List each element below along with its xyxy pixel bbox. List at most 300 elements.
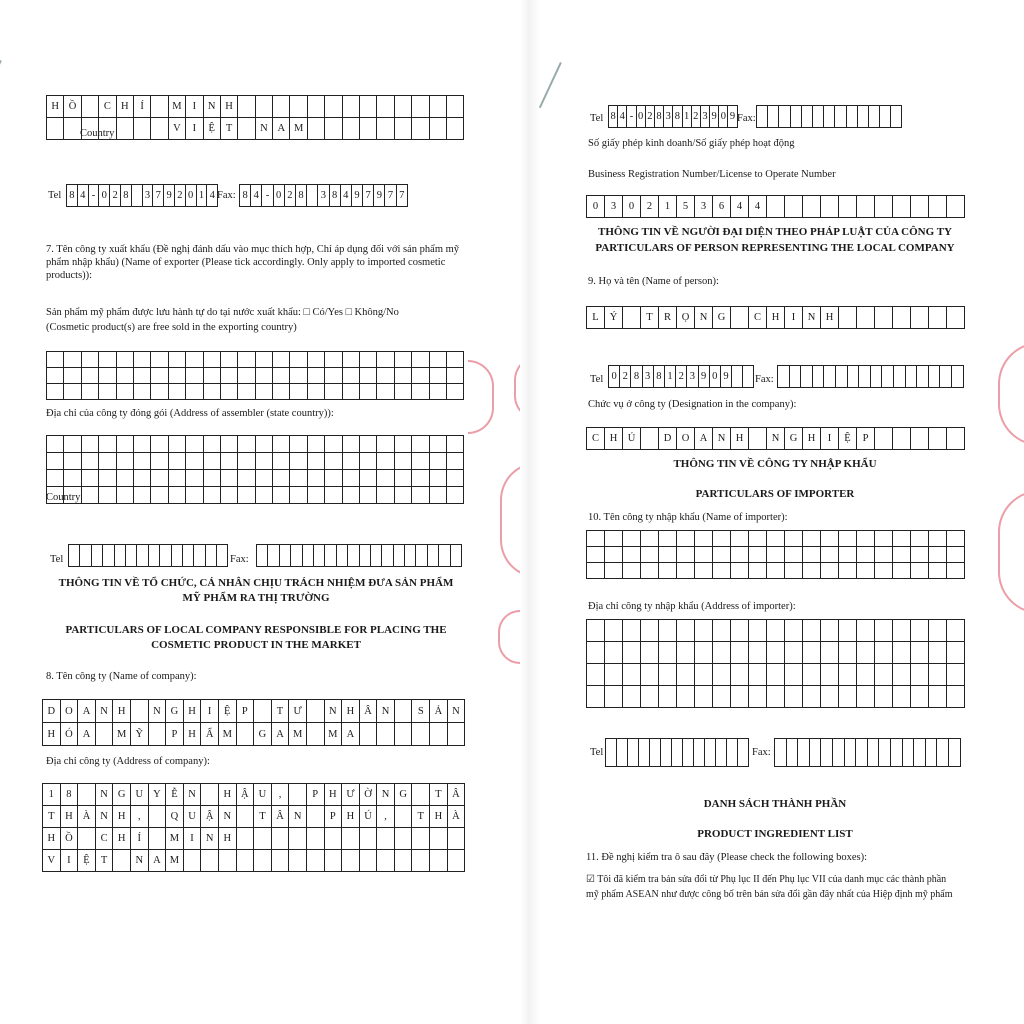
char-box[interactable] — [857, 686, 875, 708]
char-box[interactable] — [628, 739, 639, 767]
char-box[interactable] — [82, 96, 99, 118]
char-box[interactable] — [803, 531, 821, 547]
char-box[interactable] — [151, 352, 168, 368]
char-box[interactable] — [169, 352, 186, 368]
char-box[interactable] — [325, 487, 342, 504]
char-box[interactable] — [280, 545, 291, 567]
char-box[interactable] — [289, 850, 307, 872]
char-box[interactable] — [337, 545, 348, 567]
char-box[interactable]: D — [659, 428, 677, 450]
char-box[interactable]: N — [184, 784, 202, 806]
char-box[interactable] — [821, 664, 839, 686]
char-box[interactable]: 2 — [692, 106, 701, 128]
char-box[interactable]: T — [254, 806, 272, 828]
char-box[interactable] — [377, 828, 395, 850]
char-box[interactable]: 3 — [318, 185, 329, 207]
char-box[interactable] — [929, 563, 947, 579]
char-box[interactable] — [348, 545, 359, 567]
char-box[interactable] — [169, 487, 186, 504]
char-box[interactable] — [447, 118, 464, 140]
char-box[interactable] — [186, 470, 203, 487]
char-box[interactable] — [929, 642, 947, 664]
char-box[interactable] — [623, 642, 641, 664]
char-box[interactable]: Ệ — [839, 428, 857, 450]
char-box[interactable] — [395, 700, 413, 723]
char-box[interactable]: 3 — [605, 196, 623, 218]
char-box[interactable] — [132, 185, 143, 207]
char-box[interactable] — [947, 563, 965, 579]
char-box[interactable]: 8 — [609, 106, 618, 128]
char-box[interactable] — [839, 196, 857, 218]
char-box[interactable] — [117, 436, 134, 453]
char-box[interactable] — [238, 436, 255, 453]
char-box[interactable]: N — [448, 700, 466, 723]
char-box[interactable] — [117, 118, 134, 140]
char-box[interactable]: I — [61, 850, 79, 872]
char-box[interactable] — [430, 453, 447, 470]
char-box[interactable]: V — [169, 118, 186, 140]
char-box[interactable] — [325, 470, 342, 487]
char-box[interactable]: A — [78, 723, 96, 746]
char-box[interactable] — [713, 686, 731, 708]
r-fax3-grid[interactable] — [774, 738, 961, 767]
char-box[interactable] — [412, 487, 429, 504]
char-box[interactable] — [605, 620, 623, 642]
char-box[interactable]: H — [47, 96, 64, 118]
char-box[interactable] — [256, 436, 273, 453]
char-box[interactable]: H — [821, 307, 839, 329]
char-box[interactable] — [731, 620, 749, 642]
char-box[interactable] — [290, 384, 307, 400]
char-box[interactable] — [290, 96, 307, 118]
char-box[interactable] — [875, 563, 893, 579]
assembler-grid[interactable] — [46, 435, 464, 504]
char-box[interactable] — [273, 96, 290, 118]
char-box[interactable]: 3 — [143, 185, 154, 207]
char-box[interactable] — [947, 642, 965, 664]
char-box[interactable] — [947, 686, 965, 708]
char-box[interactable]: 4 — [207, 185, 218, 207]
char-box[interactable]: I — [186, 118, 203, 140]
char-box[interactable] — [430, 436, 447, 453]
char-box[interactable] — [893, 531, 911, 547]
char-box[interactable] — [325, 352, 342, 368]
char-box[interactable]: 9 — [164, 185, 175, 207]
tel2-grid[interactable] — [68, 544, 228, 567]
importer-address-grid[interactable] — [586, 619, 965, 708]
char-box[interactable] — [204, 436, 221, 453]
char-box[interactable]: 2 — [285, 185, 296, 207]
char-box[interactable] — [845, 739, 857, 767]
char-box[interactable] — [238, 352, 255, 368]
char-box[interactable] — [875, 686, 893, 708]
char-box[interactable]: H — [113, 828, 131, 850]
char-box[interactable] — [929, 664, 947, 686]
char-box[interactable] — [917, 366, 929, 388]
char-box[interactable] — [82, 453, 99, 470]
char-box[interactable] — [875, 307, 893, 329]
char-box[interactable] — [791, 106, 802, 128]
char-box[interactable]: 7 — [385, 185, 396, 207]
char-box[interactable] — [911, 563, 929, 579]
char-box[interactable] — [857, 563, 875, 579]
char-box[interactable] — [151, 96, 168, 118]
char-box[interactable] — [785, 620, 803, 642]
char-box[interactable] — [221, 352, 238, 368]
char-box[interactable]: H — [117, 96, 134, 118]
char-box[interactable] — [343, 368, 360, 384]
char-box[interactable]: , — [377, 806, 395, 828]
char-box[interactable]: 0 — [186, 185, 197, 207]
char-box[interactable] — [377, 352, 394, 368]
r-fax-grid[interactable] — [756, 105, 902, 128]
char-box[interactable] — [659, 642, 677, 664]
char-box[interactable] — [659, 531, 677, 547]
char-box[interactable] — [785, 664, 803, 686]
char-box[interactable] — [857, 664, 875, 686]
char-box[interactable] — [412, 723, 430, 746]
char-box[interactable]: D — [43, 700, 61, 723]
char-box[interactable] — [254, 850, 272, 872]
char-box[interactable] — [929, 366, 941, 388]
char-box[interactable] — [412, 352, 429, 368]
char-box[interactable] — [937, 739, 949, 767]
char-box[interactable] — [775, 739, 787, 767]
char-box[interactable] — [184, 850, 202, 872]
char-box[interactable] — [307, 700, 325, 723]
char-box[interactable] — [325, 368, 342, 384]
char-box[interactable] — [447, 487, 464, 504]
char-box[interactable]: 0 — [719, 106, 728, 128]
char-box[interactable] — [204, 470, 221, 487]
char-box[interactable] — [911, 428, 929, 450]
char-box[interactable] — [221, 368, 238, 384]
char-box[interactable] — [803, 196, 821, 218]
char-box[interactable] — [911, 620, 929, 642]
char-box[interactable]: - — [262, 185, 273, 207]
char-box[interactable]: Ờ — [360, 784, 378, 806]
char-box[interactable] — [360, 545, 371, 567]
char-box[interactable] — [447, 96, 464, 118]
char-box[interactable] — [893, 642, 911, 664]
char-box[interactable] — [911, 642, 929, 664]
char-box[interactable] — [343, 436, 360, 453]
char-box[interactable]: 3 — [643, 366, 654, 388]
char-box[interactable]: H — [803, 428, 821, 450]
char-box[interactable] — [767, 547, 785, 563]
char-box[interactable]: Ệ — [204, 118, 221, 140]
char-box[interactable] — [117, 368, 134, 384]
char-box[interactable] — [749, 547, 767, 563]
exporter-grid[interactable] — [46, 351, 464, 400]
char-box[interactable] — [813, 366, 825, 388]
char-box[interactable] — [833, 739, 845, 767]
char-box[interactable]: A — [342, 723, 360, 746]
char-box[interactable] — [47, 118, 64, 140]
char-box[interactable]: A — [695, 428, 713, 450]
char-box[interactable] — [308, 436, 325, 453]
char-box[interactable] — [172, 545, 183, 567]
char-box[interactable] — [757, 106, 768, 128]
char-box[interactable] — [623, 563, 641, 579]
char-box[interactable] — [78, 828, 96, 850]
char-box[interactable] — [767, 686, 785, 708]
char-box[interactable] — [395, 806, 413, 828]
char-box[interactable] — [268, 545, 279, 567]
char-box[interactable] — [325, 118, 342, 140]
char-box[interactable] — [859, 366, 871, 388]
char-box[interactable] — [325, 96, 342, 118]
char-box[interactable] — [308, 384, 325, 400]
char-box[interactable]: 1 — [665, 366, 676, 388]
char-box[interactable]: U — [131, 784, 149, 806]
char-box[interactable]: G — [713, 307, 731, 329]
char-box[interactable] — [695, 563, 713, 579]
char-box[interactable] — [256, 384, 273, 400]
char-box[interactable]: 7 — [397, 185, 408, 207]
char-box[interactable]: 8 — [296, 185, 307, 207]
char-box[interactable] — [99, 436, 116, 453]
char-box[interactable] — [623, 547, 641, 563]
char-box[interactable] — [430, 384, 447, 400]
char-box[interactable] — [810, 739, 822, 767]
char-box[interactable] — [857, 531, 875, 547]
char-box[interactable] — [151, 453, 168, 470]
char-box[interactable] — [221, 384, 238, 400]
char-box[interactable] — [78, 784, 96, 806]
char-box[interactable] — [641, 531, 659, 547]
char-box[interactable] — [64, 436, 81, 453]
char-box[interactable]: 6 — [713, 196, 731, 218]
char-box[interactable] — [659, 547, 677, 563]
char-box[interactable]: N — [289, 806, 307, 828]
char-box[interactable]: T — [641, 307, 659, 329]
char-box[interactable] — [893, 620, 911, 642]
char-box[interactable] — [395, 384, 412, 400]
char-box[interactable]: U — [254, 784, 272, 806]
char-box[interactable] — [134, 368, 151, 384]
char-box[interactable] — [82, 352, 99, 368]
char-box[interactable]: , — [131, 806, 149, 828]
char-box[interactable] — [879, 739, 891, 767]
char-box[interactable] — [160, 545, 171, 567]
char-box[interactable]: N — [131, 850, 149, 872]
char-box[interactable] — [929, 620, 947, 642]
char-box[interactable] — [64, 384, 81, 400]
char-box[interactable] — [151, 118, 168, 140]
char-box[interactable]: Ễ — [166, 784, 184, 806]
char-box[interactable] — [360, 828, 378, 850]
char-box[interactable] — [430, 118, 447, 140]
char-box[interactable] — [221, 470, 238, 487]
char-box[interactable] — [949, 739, 961, 767]
char-box[interactable] — [839, 664, 857, 686]
char-box[interactable] — [183, 545, 194, 567]
char-box[interactable] — [395, 453, 412, 470]
char-box[interactable]: N — [803, 307, 821, 329]
char-box[interactable]: N — [96, 784, 114, 806]
char-box[interactable] — [639, 739, 650, 767]
char-box[interactable] — [858, 106, 869, 128]
char-box[interactable] — [343, 453, 360, 470]
char-box[interactable]: Ả — [430, 700, 448, 723]
char-box[interactable]: 2 — [641, 196, 659, 218]
char-box[interactable]: H — [219, 784, 237, 806]
char-box[interactable]: 2 — [646, 106, 655, 128]
char-box[interactable]: A — [273, 118, 290, 140]
char-box[interactable]: 8 — [654, 366, 665, 388]
char-box[interactable] — [731, 686, 749, 708]
char-box[interactable] — [307, 806, 325, 828]
char-box[interactable]: M — [219, 723, 237, 746]
char-box[interactable] — [587, 563, 605, 579]
char-box[interactable] — [99, 352, 116, 368]
char-box[interactable] — [201, 850, 219, 872]
char-box[interactable]: M — [325, 723, 343, 746]
char-box[interactable] — [377, 384, 394, 400]
char-box[interactable] — [103, 545, 114, 567]
char-box[interactable] — [308, 487, 325, 504]
char-box[interactable]: Ồ — [61, 828, 79, 850]
char-box[interactable]: L — [587, 307, 605, 329]
char-box[interactable] — [738, 739, 749, 767]
char-box[interactable] — [821, 686, 839, 708]
char-box[interactable] — [857, 642, 875, 664]
char-box[interactable] — [839, 307, 857, 329]
char-box[interactable]: H — [184, 700, 202, 723]
char-box[interactable] — [186, 368, 203, 384]
char-box[interactable] — [343, 96, 360, 118]
char-box[interactable] — [768, 106, 779, 128]
char-box[interactable] — [659, 686, 677, 708]
char-box[interactable] — [307, 828, 325, 850]
char-box[interactable]: 8 — [330, 185, 341, 207]
char-box[interactable] — [677, 664, 695, 686]
char-box[interactable]: G — [785, 428, 803, 450]
char-box[interactable] — [395, 96, 412, 118]
char-box[interactable] — [821, 620, 839, 642]
char-box[interactable] — [377, 723, 395, 746]
char-box[interactable]: 8 — [655, 106, 664, 128]
char-box[interactable] — [360, 850, 378, 872]
char-box[interactable]: Ư — [342, 784, 360, 806]
char-box[interactable] — [801, 366, 813, 388]
char-box[interactable] — [430, 368, 447, 384]
char-box[interactable] — [929, 307, 947, 329]
char-box[interactable] — [821, 739, 833, 767]
char-box[interactable] — [238, 368, 255, 384]
char-box[interactable] — [785, 642, 803, 664]
char-box[interactable]: T — [412, 806, 430, 828]
char-box[interactable] — [308, 96, 325, 118]
char-box[interactable] — [371, 545, 382, 567]
char-box[interactable]: 1 — [197, 185, 208, 207]
char-box[interactable] — [237, 828, 255, 850]
char-box[interactable] — [893, 563, 911, 579]
char-box[interactable] — [151, 368, 168, 384]
char-box[interactable] — [325, 850, 343, 872]
char-box[interactable] — [869, 106, 880, 128]
char-box[interactable] — [857, 547, 875, 563]
char-box[interactable]: À — [448, 806, 466, 828]
char-box[interactable]: 2 — [110, 185, 121, 207]
char-box[interactable]: V — [43, 850, 61, 872]
char-box[interactable] — [238, 118, 255, 140]
char-box[interactable] — [273, 436, 290, 453]
char-box[interactable] — [273, 352, 290, 368]
char-box[interactable] — [377, 487, 394, 504]
char-box[interactable] — [929, 196, 947, 218]
r-tel-grid[interactable] — [608, 105, 738, 128]
char-box[interactable] — [308, 368, 325, 384]
char-box[interactable] — [99, 368, 116, 384]
char-box[interactable] — [587, 547, 605, 563]
fax2-grid[interactable] — [256, 544, 462, 567]
char-box[interactable] — [186, 487, 203, 504]
char-box[interactable]: 1 — [659, 196, 677, 218]
char-box[interactable]: M — [113, 723, 131, 746]
char-box[interactable] — [798, 739, 810, 767]
char-box[interactable] — [256, 368, 273, 384]
char-box[interactable] — [412, 384, 429, 400]
char-box[interactable] — [695, 642, 713, 664]
char-box[interactable]: 3 — [687, 366, 698, 388]
char-box[interactable] — [314, 545, 325, 567]
char-box[interactable] — [412, 453, 429, 470]
char-box[interactable]: 9 — [374, 185, 385, 207]
char-box[interactable] — [731, 547, 749, 563]
char-box[interactable] — [149, 545, 160, 567]
char-box[interactable]: M — [166, 850, 184, 872]
char-box[interactable] — [412, 784, 430, 806]
char-box[interactable] — [713, 531, 731, 547]
char-box[interactable] — [705, 739, 716, 767]
char-box[interactable]: H — [43, 723, 61, 746]
char-box[interactable]: N — [377, 700, 395, 723]
char-box[interactable] — [605, 563, 623, 579]
char-box[interactable]: N — [325, 700, 343, 723]
char-box[interactable] — [377, 368, 394, 384]
char-box[interactable] — [677, 620, 695, 642]
char-box[interactable] — [731, 307, 749, 329]
char-box[interactable]: T — [272, 700, 290, 723]
char-box[interactable] — [134, 436, 151, 453]
char-box[interactable] — [395, 723, 413, 746]
char-box[interactable]: - — [627, 106, 636, 128]
char-box[interactable] — [307, 850, 325, 872]
char-box[interactable] — [447, 470, 464, 487]
char-box[interactable] — [131, 700, 149, 723]
char-box[interactable] — [303, 545, 314, 567]
char-box[interactable] — [875, 620, 893, 642]
char-box[interactable] — [219, 850, 237, 872]
char-box[interactable] — [727, 739, 738, 767]
char-box[interactable] — [803, 664, 821, 686]
char-box[interactable]: A — [149, 850, 167, 872]
char-box[interactable] — [785, 196, 803, 218]
char-box[interactable] — [767, 531, 785, 547]
char-box[interactable]: U — [184, 806, 202, 828]
char-box[interactable] — [221, 453, 238, 470]
char-box[interactable] — [716, 739, 727, 767]
char-box[interactable] — [802, 106, 813, 128]
char-box[interactable]: H — [767, 307, 785, 329]
char-box[interactable]: Â — [448, 784, 466, 806]
char-box[interactable]: N — [201, 828, 219, 850]
char-box[interactable] — [360, 352, 377, 368]
char-box[interactable] — [151, 436, 168, 453]
char-box[interactable]: Ệ — [219, 700, 237, 723]
